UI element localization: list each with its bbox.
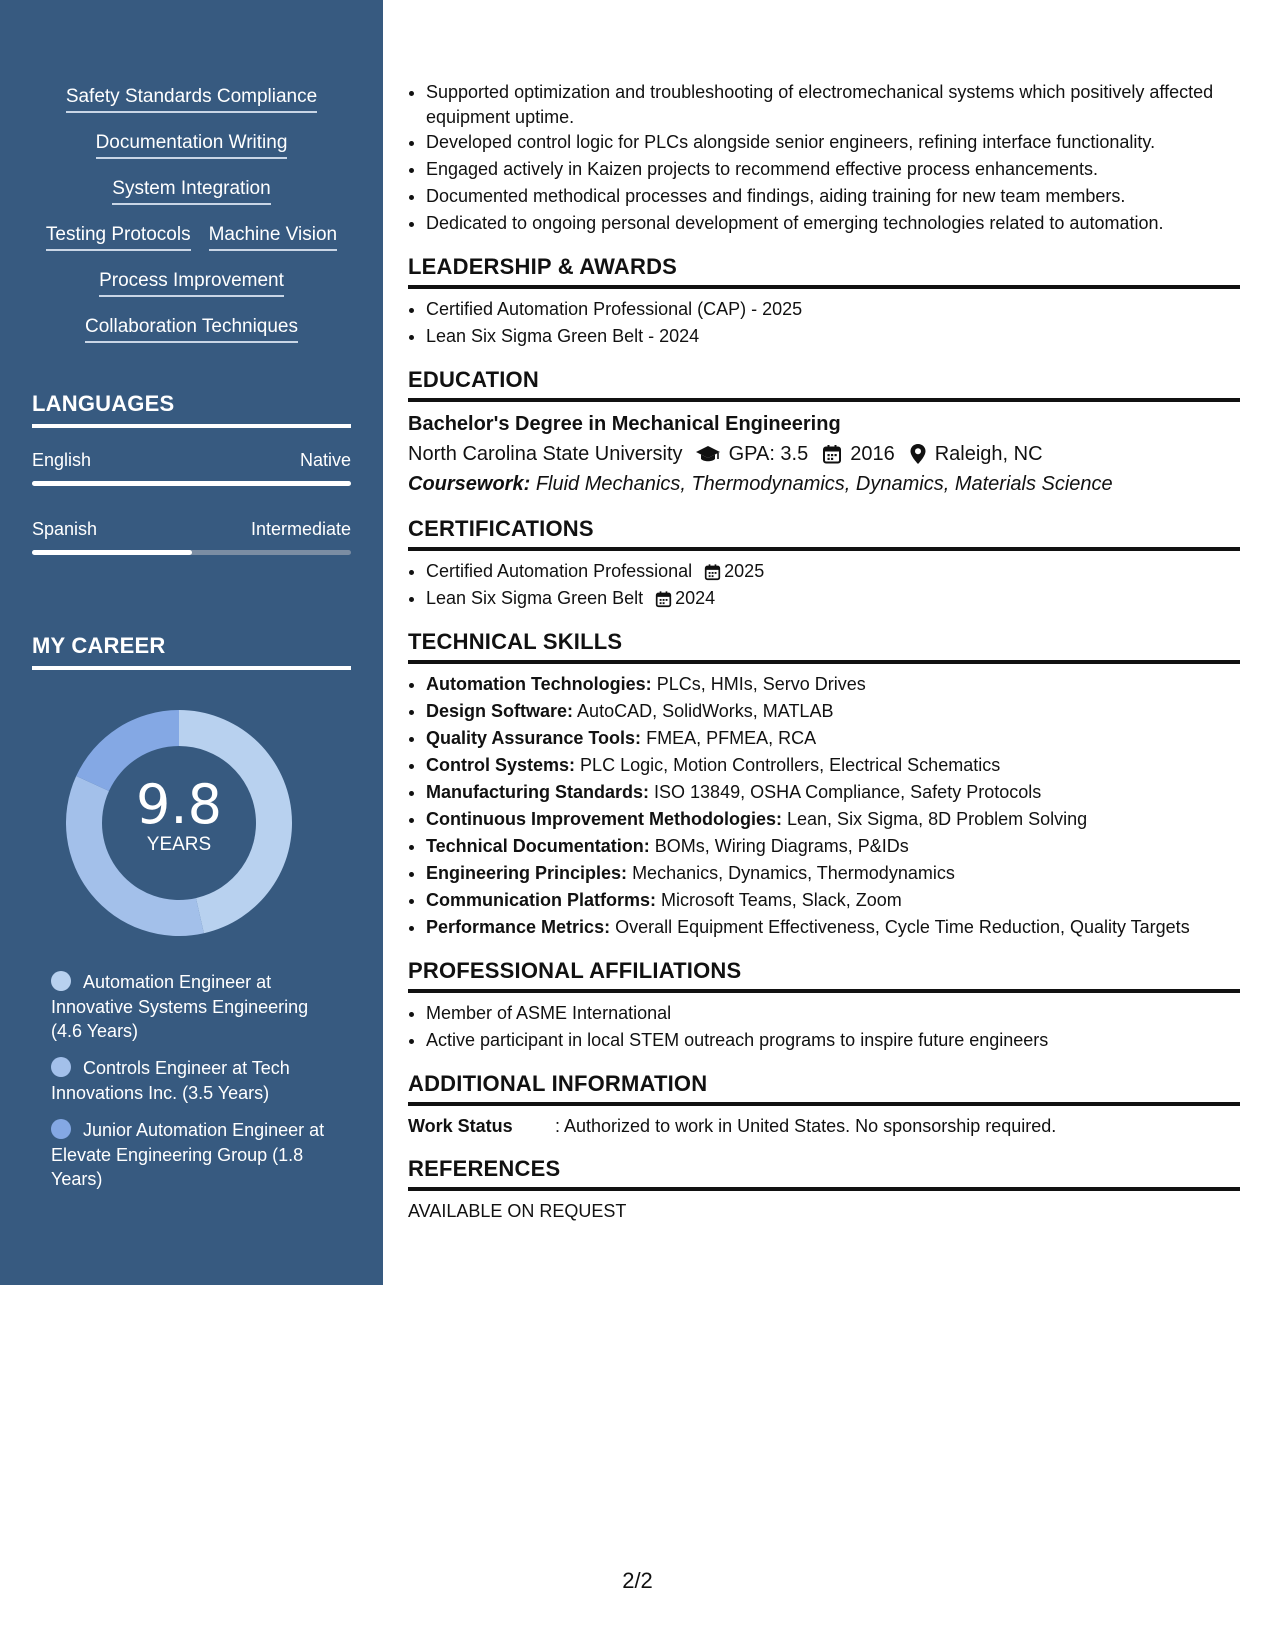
certification-name: • Certified Automation Professional xyxy=(426,561,693,581)
skill-tag: Process Improvement xyxy=(99,268,284,297)
list-item xyxy=(426,860,1240,887)
skill-value: PLCs, HMIs, Servo Drives xyxy=(656,674,866,694)
list-item: • Developed control logic for PLCs alongside senior engineers, refining interface functionality. xyxy=(426,129,1240,156)
skill-tag: Machine Vision xyxy=(209,222,338,251)
skill-value: Mechanics, Dynamics, Thermodynamics xyxy=(632,863,955,883)
list-item xyxy=(426,558,1240,585)
list-item: • Certified Automation Professional (CAP) - 2025 xyxy=(426,296,1240,323)
references-text: AVAILABLE ON REQUEST xyxy=(408,1201,627,1221)
skill-value: PLC Logic, Motion Controllers, Electrical Schematics xyxy=(580,755,1001,775)
career-heading: MY CAREER xyxy=(32,632,351,670)
skill-tag: Documentation Writing xyxy=(96,130,288,159)
school-name: North Carolina State University xyxy=(408,443,683,465)
certification-name: • Lean Six Sigma Green Belt xyxy=(426,588,644,608)
language-row xyxy=(32,517,351,541)
skill-row xyxy=(32,84,351,130)
certifications-list xyxy=(408,558,1240,612)
graduation-year: 2016 xyxy=(850,443,895,465)
career-item xyxy=(51,1056,341,1105)
coursework-list: Fluid Mechanics, Thermodynamics, Dynamics, Materials Science xyxy=(535,473,1113,495)
certification xyxy=(426,558,1240,585)
work-status xyxy=(408,1113,1240,1139)
list-item xyxy=(426,779,1240,806)
career-dot-icon xyxy=(51,1119,71,1139)
list-item xyxy=(426,914,1240,941)
list-item xyxy=(426,671,1240,698)
education-details xyxy=(408,439,1240,469)
page-number: 2/2 xyxy=(622,1568,653,1593)
career-donut xyxy=(66,710,292,936)
language-name: English xyxy=(32,450,92,470)
skill-label: Communication Platforms: xyxy=(426,890,657,910)
skill-tag: Collaboration Techniques xyxy=(85,314,298,343)
career-dot-icon xyxy=(51,971,71,991)
career-item-text: Junior Automation Engineer at Elevate Engineering Group (1.8 Years) xyxy=(51,1120,325,1189)
certification-year: 2025 xyxy=(724,561,765,581)
language-bar xyxy=(32,550,351,555)
list-item xyxy=(426,585,1240,612)
list-item xyxy=(426,887,1240,914)
skill-value: Overall Equipment Effectiveness, Cycle Time Reduction, Quality Targets xyxy=(615,917,1190,937)
section-title-affiliations: PROFESSIONAL AFFILIATIONS xyxy=(408,957,1240,993)
language-bar xyxy=(32,481,351,486)
list-item: • Dedicated to ongoing personal development of emerging technologies related to automation. xyxy=(426,210,1240,237)
calendar-icon xyxy=(704,563,721,581)
career-total-years: 9.8 xyxy=(136,773,222,836)
technical-skills-list xyxy=(408,671,1240,941)
skill-label: Technical Documentation: xyxy=(426,836,650,856)
certification-year: 2024 xyxy=(675,588,716,608)
language-row xyxy=(32,448,351,472)
work-status-label: Work Status xyxy=(408,1116,513,1136)
main-content xyxy=(408,0,1240,1224)
skill-tag: System Integration xyxy=(112,176,270,205)
list-item: • Supported optimization and troubleshooting of electromechanical systems which positively affected equipment uptime. xyxy=(426,80,1240,129)
experience-bullets xyxy=(408,80,1240,237)
career-item-text: Controls Engineer at Tech Innovations Inc. (3.5 Years) xyxy=(51,1058,290,1103)
skill-label: Continuous Improvement Methodologies: xyxy=(426,809,782,829)
skill-row xyxy=(32,130,351,176)
skill-label: Design Software: xyxy=(426,701,574,721)
graduation-cap-icon xyxy=(695,444,721,464)
list-item: • Member of ASME International xyxy=(426,1000,1240,1027)
skill-label: Automation Technologies: xyxy=(426,674,652,694)
list-item: • Engaged actively in Kaizen projects to recommend effective process enhancements. xyxy=(426,156,1240,183)
skill-value: FMEA, PFMEA, RCA xyxy=(646,728,817,748)
skill-label: Manufacturing Standards: xyxy=(426,782,650,802)
section-title-certifications: CERTIFICATIONS xyxy=(408,515,1240,551)
language-bar-fill xyxy=(32,481,351,486)
skill-label: Performance Metrics: xyxy=(426,917,611,937)
list-item: • Documented methodical processes and findings, aiding training for new team members. xyxy=(426,183,1240,210)
location-pin-icon xyxy=(909,443,927,465)
section-title-additional-info: ADDITIONAL INFORMATION xyxy=(408,1070,1240,1106)
language-level: Native xyxy=(299,450,351,470)
skill-row xyxy=(32,222,351,268)
career-item xyxy=(51,970,341,1044)
degree-title: Bachelor's Degree in Mechanical Engineering xyxy=(408,413,841,435)
skill-tag: Testing Protocols xyxy=(46,222,191,251)
career-total-unit: YEARS xyxy=(146,834,212,855)
language-name: Spanish xyxy=(32,519,98,539)
skill-value: Lean, Six Sigma, 8D Problem Solving xyxy=(787,809,1088,829)
skill-value: BOMs, Wiring Diagrams, P&IDs xyxy=(654,836,909,856)
coursework-label: Coursework: xyxy=(408,473,531,495)
skill-value: Microsoft Teams, Slack, Zoom xyxy=(661,890,902,910)
list-item: • Active participant in local STEM outreach programs to inspire future engineers xyxy=(426,1027,1240,1054)
skill-value: ISO 13849, OSHA Compliance, Safety Protocols xyxy=(654,782,1042,802)
skill-row xyxy=(32,268,351,314)
list-item xyxy=(426,806,1240,833)
certification xyxy=(426,585,1240,612)
skill-value: AutoCAD, SolidWorks, MATLAB xyxy=(577,701,834,721)
list-item xyxy=(426,698,1240,725)
list-item xyxy=(426,725,1240,752)
skill-tag: Safety Standards Compliance xyxy=(66,84,317,113)
gpa: GPA: 3.5 xyxy=(728,443,809,465)
leadership-list xyxy=(408,296,1240,350)
skill-label: Control Systems: xyxy=(426,755,576,775)
list-item xyxy=(426,833,1240,860)
list-item: • Lean Six Sigma Green Belt - 2024 xyxy=(426,323,1240,350)
skill-label: Engineering Principles: xyxy=(426,863,628,883)
languages-heading: LANGUAGES xyxy=(32,390,351,428)
calendar-icon xyxy=(822,444,842,464)
section-title-leadership: LEADERSHIP & AWARDS xyxy=(408,253,1240,289)
section-title-references: REFERENCES xyxy=(408,1155,1240,1191)
calendar-icon xyxy=(655,590,672,608)
skill-row xyxy=(32,314,351,360)
work-status-value: : Authorized to work in United States. No sponsorship required. xyxy=(555,1116,1057,1136)
career-dot-icon xyxy=(51,1057,71,1077)
sidebar xyxy=(0,0,383,1285)
career-item xyxy=(51,1118,341,1192)
education-location: Raleigh, NC xyxy=(934,443,1043,465)
coursework xyxy=(408,469,1240,499)
career-item-text: Automation Engineer at Innovative Systems Engineering (4.6 Years) xyxy=(51,972,309,1041)
language-level: Intermediate xyxy=(250,519,351,539)
section-title-technical-skills: TECHNICAL SKILLS xyxy=(408,628,1240,664)
language-bar-fill xyxy=(32,550,192,555)
section-title-education: EDUCATION xyxy=(408,366,1240,402)
skill-label: Quality Assurance Tools: xyxy=(426,728,642,748)
skills-list xyxy=(32,84,351,360)
career-donut-center xyxy=(66,710,292,936)
skill-row xyxy=(32,176,351,222)
affiliations-list xyxy=(408,1000,1240,1054)
list-item xyxy=(426,752,1240,779)
